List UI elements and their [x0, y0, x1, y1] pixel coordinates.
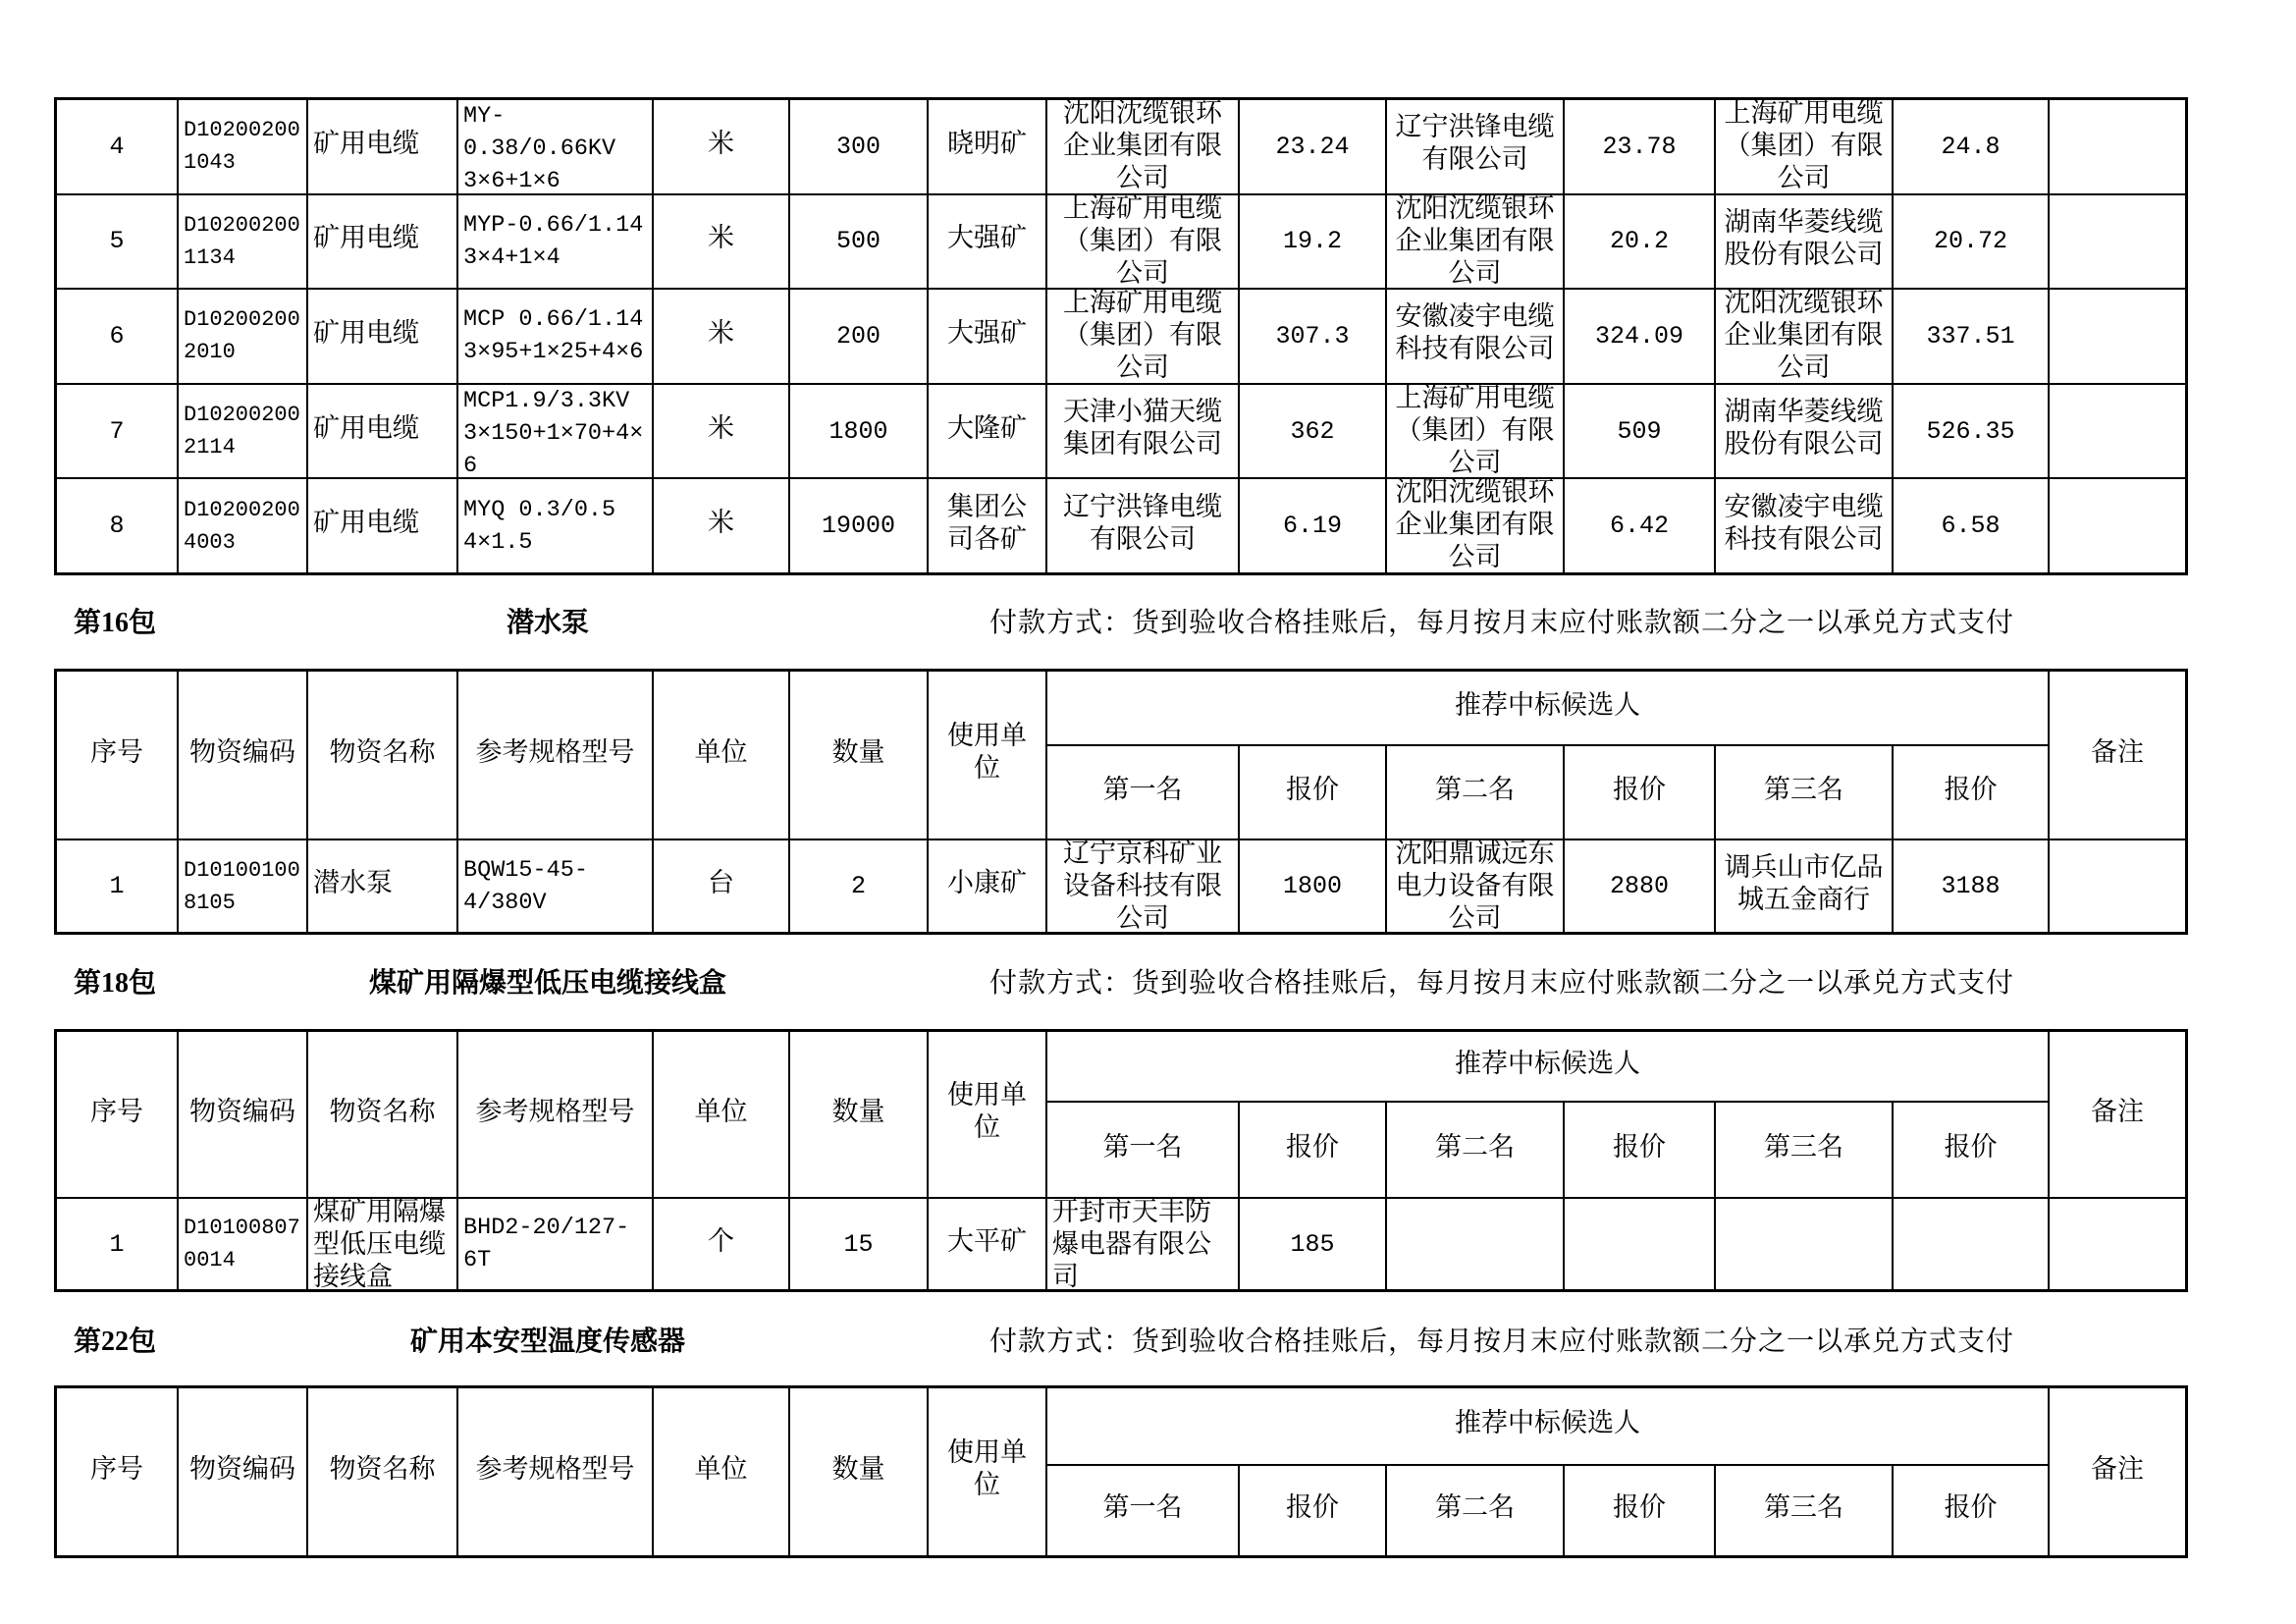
header-candidates-text: 推荐中标候选人 [1455, 692, 1640, 723]
header-unit-cell [654, 1032, 788, 1197]
code-cell [179, 1199, 306, 1289]
cable-continuation-table [54, 97, 2188, 575]
seq-text: 1 [109, 1229, 125, 1259]
payment-terms: 付款方式：货到验收合格挂账后，每月按月末应付账款额二分之一以承兑方式支付 [989, 968, 2015, 999]
user-text: 大隆矿 [947, 415, 1027, 446]
header-seq-cell [57, 1032, 177, 1197]
header-code-text: 物资编码 [189, 1099, 295, 1129]
package-16-table [54, 669, 2188, 935]
spec-cell [458, 385, 652, 478]
price-3-cell [1894, 385, 2048, 478]
header-second-text: 第二名 [1435, 777, 1515, 807]
seq-text: 4 [109, 132, 125, 161]
qty-text: 200 [835, 321, 881, 351]
package-heading [0, 1321, 2296, 1364]
supplier-2-cell [1387, 1199, 1563, 1289]
header-qty-text: 数量 [831, 1099, 885, 1129]
price-1-cell [1240, 195, 1385, 289]
qty-text: 300 [835, 132, 881, 161]
spec-cell [458, 290, 652, 383]
supplier-1-cell [1047, 195, 1238, 289]
qty-text: 1800 [828, 416, 888, 446]
header-code-text: 物资编码 [189, 739, 295, 770]
remark-cell [2050, 1199, 2185, 1289]
supplier-1-cell [1047, 290, 1238, 383]
supplier-2-cell [1387, 840, 1563, 932]
supplier-1-cell [1047, 100, 1238, 193]
supplier-1-cell [1047, 479, 1238, 572]
code-cell [179, 479, 306, 572]
price-2-text: 23.78 [1602, 132, 1677, 161]
spec-cell [458, 840, 652, 932]
price-2-cell [1565, 479, 1714, 572]
header-seq-text: 序号 [90, 739, 143, 770]
header-spec-cell [458, 1388, 652, 1555]
header-first-cell [1047, 1103, 1238, 1197]
user-text: 大强矿 [947, 320, 1027, 351]
code-text: D102002001043 [184, 118, 300, 176]
spec-cell [458, 479, 652, 572]
header-price-1-text: 报价 [1286, 1495, 1339, 1525]
header-name-text: 物资名称 [329, 1099, 436, 1129]
header-first-cell [1047, 746, 1238, 839]
price-3-cell [1894, 100, 2048, 193]
supplier-3-text: 湖南华菱线缆股份有限公司 [1724, 209, 1884, 272]
remark-cell [2050, 385, 2185, 478]
remark-cell [2050, 100, 2185, 193]
price-3-text: 3188 [1941, 872, 2001, 900]
supplier-2-text: 沈阳鼎诚远东电力设备有限公司 [1395, 841, 1555, 932]
price-1-text: 185 [1290, 1229, 1335, 1259]
price-3-text: 337.51 [1926, 321, 2015, 351]
seq-cell [57, 385, 177, 478]
price-1-text: 1800 [1282, 872, 1342, 900]
price-3-text: 6.58 [1941, 512, 2001, 541]
package-title: 矿用本安型温度传感器 [409, 1326, 685, 1357]
header-price-3-cell [1894, 1466, 2048, 1555]
seq-text: 7 [109, 416, 125, 446]
price-3-text: 24.8 [1941, 132, 2001, 161]
user-text: 集团公司各矿 [947, 494, 1027, 557]
supplier-3-cell [1716, 840, 1892, 932]
header-name-cell [308, 1032, 456, 1197]
header-code-text: 物资编码 [189, 1456, 295, 1487]
header-second-text: 第二名 [1435, 1134, 1515, 1164]
supplier-2-text: 安徽凌宇电缆科技有限公司 [1395, 304, 1555, 367]
supplier-2-cell [1387, 195, 1563, 289]
qty-cell [790, 100, 927, 193]
header-remark-text: 备注 [2091, 739, 2144, 770]
seq-text: 5 [109, 227, 125, 256]
supplier-3-cell [1716, 385, 1892, 478]
price-2-text: 509 [1617, 416, 1662, 446]
unit-text: 米 [708, 511, 734, 541]
unit-cell [654, 100, 788, 193]
package-title: 煤矿用隔爆型低压电缆接线盒 [368, 968, 726, 999]
header-name-cell [308, 672, 456, 839]
price-2-cell [1565, 290, 1714, 383]
supplier-2-text: 沈阳沈缆银环企业集团有限公司 [1395, 195, 1555, 289]
name-cell [308, 100, 456, 193]
unit-cell [654, 385, 788, 478]
spec-text: BHD2-20/127-6T [463, 1215, 630, 1273]
header-name-text: 物资名称 [329, 739, 436, 770]
header-seq-text: 序号 [90, 1099, 143, 1129]
spec-cell [458, 195, 652, 289]
price-2-cell [1565, 1199, 1714, 1289]
header-price-3-cell [1894, 1103, 2048, 1197]
header-first-cell [1047, 1466, 1238, 1555]
supplier-1-text: 辽宁洪锋电缆有限公司 [1063, 494, 1222, 557]
header-second-cell [1387, 1103, 1563, 1197]
price-3-cell [1894, 479, 2048, 572]
name-text: 矿用电缆 [313, 511, 419, 541]
unit-text: 米 [708, 415, 734, 446]
user-cell [929, 840, 1045, 932]
supplier-1-text: 辽宁京科矿业设备科技有限公司 [1063, 841, 1222, 932]
user-cell [929, 195, 1045, 289]
header-candidates-cell [1047, 1388, 2048, 1464]
header-qty-text: 数量 [831, 739, 885, 770]
seq-cell [57, 479, 177, 572]
header-spec-cell [458, 1032, 652, 1197]
price-1-cell [1240, 385, 1385, 478]
header-candidates-cell [1047, 672, 2048, 744]
user-cell [929, 385, 1045, 478]
supplier-2-cell [1387, 385, 1563, 478]
header-price-3-cell [1894, 746, 2048, 839]
header-remark-cell [2050, 672, 2185, 839]
supplier-3-cell [1716, 1199, 1892, 1289]
user-cell [929, 290, 1045, 383]
price-3-cell [1894, 1199, 2048, 1289]
name-text: 矿用电缆 [313, 415, 419, 446]
supplier-3-cell [1716, 195, 1892, 289]
remark-cell [2050, 479, 2185, 572]
spec-text: MYQ 0.3/0.5 4×1.5 [463, 496, 616, 556]
header-candidates-cell [1047, 1032, 2048, 1101]
header-code-cell [179, 1388, 306, 1555]
unit-cell [654, 195, 788, 289]
price-2-text: 20.2 [1609, 227, 1669, 256]
user-cell [929, 479, 1045, 572]
qty-cell [790, 385, 927, 478]
name-cell [308, 195, 456, 289]
header-price-3-text: 报价 [1944, 1495, 1998, 1525]
header-price-2-cell [1565, 1466, 1714, 1555]
header-user-cell [929, 672, 1045, 839]
price-2-cell [1565, 840, 1714, 932]
seq-text: 1 [109, 872, 125, 900]
header-user-text: 使用单位 [947, 1440, 1027, 1502]
header-price-2-cell [1565, 746, 1714, 839]
header-price-1-cell [1240, 1466, 1385, 1555]
supplier-2-text: 辽宁洪锋电缆有限公司 [1395, 115, 1555, 178]
header-second-text: 第二名 [1435, 1495, 1515, 1525]
code-text: D102002001134 [184, 212, 300, 270]
package-heading [0, 962, 2296, 1005]
supplier-1-cell [1047, 1199, 1238, 1289]
header-remark-cell [2050, 1032, 2185, 1197]
spec-text: BQW15-45-4/380V [463, 856, 588, 916]
header-unit-text: 单位 [694, 1456, 748, 1487]
header-third-cell [1716, 1466, 1892, 1555]
header-first-text: 第一名 [1102, 1134, 1183, 1164]
price-2-cell [1565, 100, 1714, 193]
package-22-table [54, 1385, 2188, 1558]
header-user-cell [929, 1032, 1045, 1197]
header-user-cell [929, 1388, 1045, 1555]
supplier-2-cell [1387, 479, 1563, 572]
price-2-cell [1565, 195, 1714, 289]
header-candidates-text: 推荐中标候选人 [1455, 1411, 1640, 1440]
seq-cell [57, 100, 177, 193]
seq-cell [57, 840, 177, 932]
supplier-3-cell [1716, 290, 1892, 383]
supplier-3-cell [1716, 100, 1892, 193]
price-3-text: 526.35 [1926, 416, 2015, 446]
supplier-1-text: 沈阳沈缆银环企业集团有限公司 [1063, 101, 1222, 193]
unit-text: 米 [708, 131, 734, 161]
name-text: 煤矿用隔爆型低压电缆接线盒 [313, 1200, 446, 1289]
code-cell [179, 195, 306, 289]
seq-cell [57, 1199, 177, 1289]
header-qty-cell [790, 1032, 927, 1197]
user-cell [929, 100, 1045, 193]
header-third-cell [1716, 1103, 1892, 1197]
header-price-2-cell [1565, 1103, 1714, 1197]
header-third-text: 第三名 [1764, 1134, 1843, 1164]
supplier-3-text: 调兵山市亿品城五金商行 [1724, 854, 1884, 917]
spec-text: MY-0.38/0.66KV 3×6+1×6 [463, 103, 616, 193]
unit-cell [654, 1199, 788, 1289]
qty-cell [790, 195, 927, 289]
header-name-text: 物资名称 [329, 1456, 436, 1487]
spec-text: MCP1.9/3.3KV 3×150+1×70+4×6 [463, 387, 644, 478]
user-cell [929, 1199, 1045, 1289]
price-3-cell [1894, 195, 2048, 289]
header-price-3-text: 报价 [1944, 777, 1998, 807]
unit-text: 台 [708, 871, 734, 900]
spec-cell [458, 100, 652, 193]
header-second-cell [1387, 1466, 1563, 1555]
price-2-cell [1565, 385, 1714, 478]
price-2-text: 6.42 [1609, 512, 1669, 541]
price-2-text: 2880 [1609, 872, 1669, 900]
header-user-text: 使用单位 [947, 1083, 1027, 1145]
user-text: 晓明矿 [947, 131, 1027, 161]
price-1-text: 19.2 [1282, 227, 1342, 256]
header-spec-text: 参考规格型号 [475, 739, 635, 770]
header-first-text: 第一名 [1102, 1495, 1183, 1525]
supplier-1-text: 上海矿用电缆（集团）有限公司 [1063, 291, 1222, 383]
header-unit-cell [654, 672, 788, 839]
supplier-1-text: 天津小猫天缆集团有限公司 [1063, 400, 1222, 462]
header-spec-cell [458, 672, 652, 839]
supplier-1-cell [1047, 840, 1238, 932]
supplier-3-text: 安徽凌宇电缆科技有限公司 [1724, 494, 1884, 557]
price-2-text: 324.09 [1594, 321, 1683, 351]
header-third-text: 第三名 [1764, 777, 1843, 807]
supplier-3-text: 沈阳沈缆银环企业集团有限公司 [1724, 291, 1884, 383]
price-1-text: 6.19 [1282, 512, 1342, 541]
package-18-table [54, 1029, 2188, 1292]
header-qty-cell [790, 1388, 927, 1555]
supplier-3-cell [1716, 479, 1892, 572]
header-seq-cell [57, 1388, 177, 1555]
spec-text: MYP-0.66/1.14 3×4+1×4 [463, 211, 644, 271]
name-cell [308, 385, 456, 478]
header-seq-cell [57, 672, 177, 839]
price-1-cell [1240, 100, 1385, 193]
header-price-1-cell [1240, 1103, 1385, 1197]
seq-cell [57, 290, 177, 383]
header-seq-text: 序号 [90, 1456, 143, 1487]
unit-text: 米 [708, 320, 734, 351]
header-user-text: 使用单位 [947, 724, 1027, 785]
name-cell [308, 1199, 456, 1289]
header-price-1-text: 报价 [1286, 1134, 1339, 1164]
header-second-cell [1387, 746, 1563, 839]
header-first-text: 第一名 [1102, 777, 1183, 807]
header-name-cell [308, 1388, 456, 1555]
header-third-cell [1716, 746, 1892, 839]
seq-cell [57, 195, 177, 289]
price-1-cell [1240, 1199, 1385, 1289]
unit-text: 米 [708, 226, 734, 256]
code-text: D102002002010 [184, 307, 300, 365]
remark-cell [2050, 840, 2185, 932]
package-number: 第16包 [74, 608, 157, 638]
supplier-2-cell [1387, 290, 1563, 383]
header-price-3-text: 报价 [1944, 1134, 1998, 1164]
price-1-cell [1240, 290, 1385, 383]
header-spec-text: 参考规格型号 [475, 1099, 635, 1129]
name-text: 矿用电缆 [313, 131, 419, 161]
package-heading [0, 602, 2296, 645]
code-cell [179, 100, 306, 193]
qty-text: 500 [835, 227, 881, 256]
header-price-2-text: 报价 [1613, 777, 1666, 807]
header-price-1-cell [1240, 746, 1385, 839]
payment-terms: 付款方式：货到验收合格挂账后，每月按月末应付账款额二分之一以承兑方式支付 [989, 1326, 2015, 1357]
supplier-1-text: 开封市天丰防爆电器有限公司 [1052, 1200, 1211, 1289]
price-1-text: 362 [1290, 416, 1335, 446]
qty-cell [790, 290, 927, 383]
payment-terms: 付款方式：货到验收合格挂账后，每月按月末应付账款额二分之一以承兑方式支付 [989, 608, 2015, 638]
name-cell [308, 479, 456, 572]
price-3-cell [1894, 840, 2048, 932]
header-spec-text: 参考规格型号 [475, 1456, 635, 1487]
package-number: 第18包 [74, 968, 157, 999]
name-text: 矿用电缆 [313, 320, 419, 351]
remark-cell [2050, 290, 2185, 383]
supplier-3-text: 上海矿用电缆（集团）有限公司 [1724, 101, 1884, 193]
code-text: D101001008105 [184, 857, 300, 915]
header-price-1-text: 报价 [1286, 777, 1339, 807]
header-qty-text: 数量 [831, 1456, 885, 1487]
supplier-2-cell [1387, 100, 1563, 193]
code-text: D102002002114 [184, 403, 300, 460]
spec-cell [458, 1199, 652, 1289]
price-1-text: 23.24 [1275, 132, 1350, 161]
code-cell [179, 385, 306, 478]
price-3-cell [1894, 290, 2048, 383]
unit-cell [654, 290, 788, 383]
qty-text: 2 [850, 872, 866, 900]
user-text: 大强矿 [947, 226, 1027, 256]
code-text: D101008070014 [184, 1216, 300, 1272]
supplier-2-text: 沈阳沈缆银环企业集团有限公司 [1395, 480, 1555, 572]
header-code-cell [179, 672, 306, 839]
name-cell [308, 840, 456, 932]
name-text: 潜水泵 [313, 871, 393, 900]
code-text: D102002004003 [184, 497, 300, 555]
supplier-3-text: 湖南华菱线缆股份有限公司 [1724, 400, 1884, 462]
qty-text: 15 [843, 1229, 874, 1259]
header-candidates-text: 推荐中标候选人 [1455, 1051, 1640, 1081]
unit-cell [654, 479, 788, 572]
package-number: 第22包 [74, 1326, 157, 1357]
price-1-cell [1240, 840, 1385, 932]
name-cell [308, 290, 456, 383]
qty-text: 19000 [821, 512, 895, 541]
price-3-text: 20.72 [1933, 227, 2007, 256]
header-remark-text: 备注 [2091, 1456, 2144, 1487]
supplier-2-text: 上海矿用电缆（集团）有限公司 [1395, 385, 1555, 478]
user-text: 大平矿 [947, 1228, 1027, 1259]
qty-cell [790, 1199, 927, 1289]
header-unit-text: 单位 [694, 739, 748, 770]
remark-cell [2050, 195, 2185, 289]
header-price-2-text: 报价 [1613, 1134, 1666, 1164]
price-1-cell [1240, 479, 1385, 572]
qty-cell [790, 840, 927, 932]
header-price-2-text: 报价 [1613, 1495, 1666, 1525]
seq-text: 6 [109, 321, 125, 351]
header-code-cell [179, 1032, 306, 1197]
code-cell [179, 290, 306, 383]
qty-cell [790, 479, 927, 572]
header-unit-text: 单位 [694, 1099, 748, 1129]
user-text: 小康矿 [947, 871, 1027, 900]
unit-text: 个 [708, 1228, 734, 1259]
price-1-text: 307.3 [1275, 321, 1350, 351]
name-text: 矿用电缆 [313, 226, 419, 256]
header-remark-text: 备注 [2091, 1099, 2144, 1129]
header-third-text: 第三名 [1764, 1495, 1843, 1525]
package-title: 潜水泵 [506, 608, 589, 638]
supplier-1-cell [1047, 385, 1238, 478]
header-qty-cell [790, 672, 927, 839]
code-cell [179, 840, 306, 932]
header-unit-cell [654, 1388, 788, 1555]
header-remark-cell [2050, 1388, 2185, 1555]
spec-text: MCP 0.66/1.14 3×95+1×25+4×6 [463, 306, 644, 366]
unit-cell [654, 840, 788, 932]
supplier-1-text: 上海矿用电缆（集团）有限公司 [1063, 195, 1222, 289]
seq-text: 8 [109, 512, 125, 541]
